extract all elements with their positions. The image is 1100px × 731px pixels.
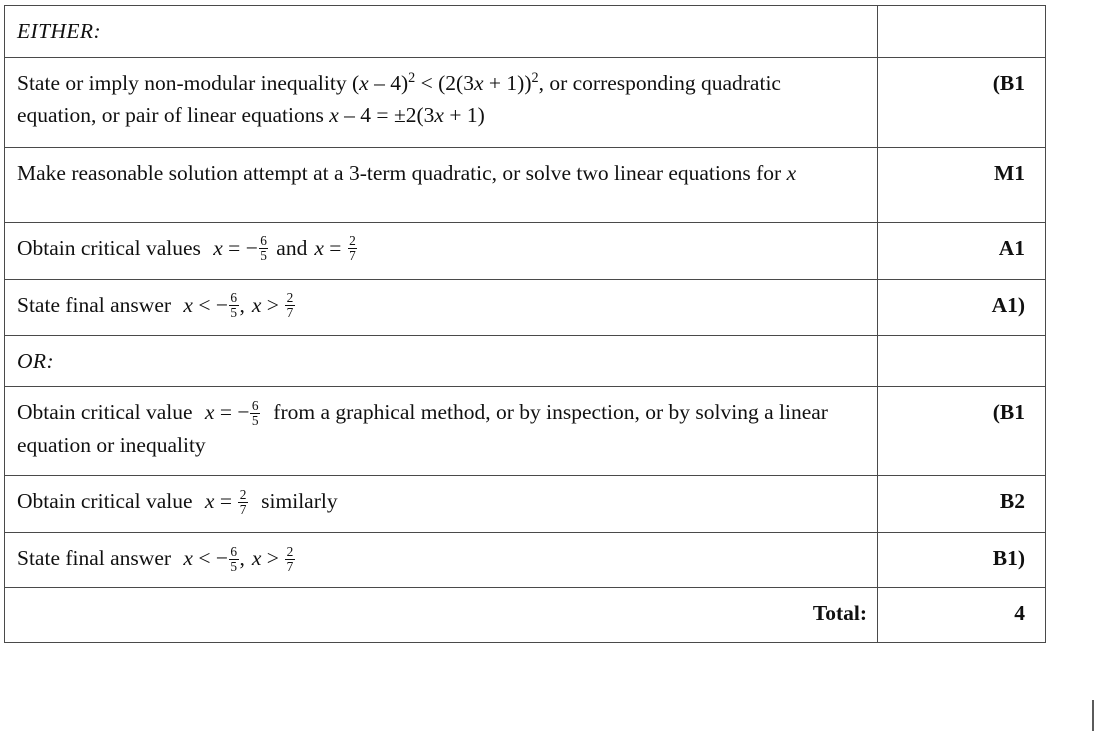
final-answer-or-text xyxy=(5,533,877,584)
math-critical-value-negative: x = − $\frac{6}{5}$ xyxy=(204,397,259,428)
fraction-two-sevenths: $\frac{2}{7}$ xyxy=(349,233,356,264)
total-label-cell xyxy=(5,588,878,643)
math-final-answer-less-than: x < − $\frac{6}{5}$ xyxy=(183,543,238,574)
row-critical-values-mark-cell xyxy=(878,222,1046,279)
table-row xyxy=(5,147,1046,222)
mark-scheme-table xyxy=(4,5,1046,643)
text-segment: State or imply non-modular inequality xyxy=(17,70,352,95)
row-critical-similarly-mark-cell xyxy=(878,476,1046,533)
math-final-answer-greater-than: x > $\frac{2}{7}$ xyxy=(251,543,294,574)
table-row xyxy=(5,476,1046,533)
row-solution-attempt-text-cell xyxy=(5,147,878,222)
row-final-answer-or-mark-cell xyxy=(878,533,1046,588)
solution-attempt-text xyxy=(5,148,877,199)
either-label: EITHER: xyxy=(17,19,102,43)
row-either-text-cell xyxy=(5,6,878,58)
text-segment: Obtain critical values xyxy=(17,235,207,260)
table-row xyxy=(5,533,1046,588)
table-row xyxy=(5,279,1046,335)
text-segment: Make reasonable solution attempt at a 3-term quadratic, or solve two linear equations for xyxy=(17,160,787,185)
or-label: OR: xyxy=(17,348,55,373)
table-row-total xyxy=(5,588,1046,643)
mark-value: (B1 xyxy=(992,400,1025,425)
mark-value: B1) xyxy=(992,546,1025,571)
text-segment: Obtain critical value xyxy=(17,489,198,514)
fraction-six-fifths: $\frac{6}{5}$ xyxy=(251,397,259,428)
final-answer-either-text xyxy=(5,280,877,331)
mark-value: B2 xyxy=(999,489,1025,514)
math-critical-value-positive: x = $\frac{2}{7}$ xyxy=(314,233,356,264)
critical-value-graphical-text xyxy=(5,387,877,470)
text-segment: Obtain critical value xyxy=(17,400,198,425)
math-final-answer-less-than: x < − $\frac{6}{5}$ xyxy=(183,290,238,321)
text-segment: State final answer xyxy=(17,546,177,571)
row-solution-attempt-mark-cell xyxy=(878,147,1046,222)
row-non-modular-text-cell xyxy=(5,57,878,147)
non-modular-inequality-text xyxy=(5,58,877,141)
row-critical-graphical-mark-cell xyxy=(878,387,1046,476)
mark-value: A1) xyxy=(991,292,1025,317)
critical-values-text xyxy=(5,223,877,274)
table-row xyxy=(5,222,1046,279)
row-final-answer-either-mark-cell xyxy=(878,279,1046,335)
fraction-two-sevenths: $\frac{2}{7}$ xyxy=(286,543,294,574)
either-heading xyxy=(5,6,877,57)
text-segment: State final answer xyxy=(17,292,177,317)
critical-value-similarly-text xyxy=(5,476,877,527)
row-or-mark-cell xyxy=(878,335,1046,387)
mark-value xyxy=(878,336,1045,354)
mark-value: (B1 xyxy=(992,70,1025,95)
row-critical-values-text-cell xyxy=(5,222,878,279)
table-row xyxy=(5,387,1046,476)
row-non-modular-mark-cell xyxy=(878,57,1046,147)
math-critical-value-positive: x = $\frac{2}{7}$ xyxy=(204,486,247,517)
math-variable-x: x xyxy=(786,160,797,185)
row-final-answer-or-text-cell xyxy=(5,533,878,588)
text-segment-and: and xyxy=(276,235,308,260)
row-final-answer-either-text-cell xyxy=(5,279,878,335)
total-marks-value: 4 xyxy=(1014,601,1025,626)
table-row xyxy=(5,335,1046,387)
fraction-two-sevenths: $\frac{2}{7}$ xyxy=(286,290,294,321)
fraction-six-fifths: $\frac{6}{5}$ xyxy=(260,233,267,264)
row-or-text-cell xyxy=(5,335,878,387)
text-segment: from a graphical method, or by inspection, or by solving a linear equation or inequality xyxy=(17,400,828,458)
math-critical-value-negative: x = − $\frac{6}{5}$ xyxy=(213,233,267,264)
math-expression-linear-pair: x – 4 = ±2(3x + 1) xyxy=(329,103,485,128)
table-row xyxy=(5,57,1046,147)
text-segment: , or corresponding quadratic equation, or pair of linear equations xyxy=(17,70,781,128)
text-segment: similarly xyxy=(255,489,338,514)
math-expression-inequality: $(x - 4)^2 < (2(3x + 1))^2$ xyxy=(351,69,539,95)
or-heading xyxy=(5,336,877,387)
fraction-two-sevenths: $\frac{2}{7}$ xyxy=(239,486,247,517)
row-critical-graphical-text-cell xyxy=(5,387,878,476)
mark-value: A1 xyxy=(998,235,1025,260)
total-label: Total: xyxy=(812,601,867,626)
mark-value xyxy=(878,6,1045,24)
fraction-six-fifths: $\frac{6}{5}$ xyxy=(230,290,238,321)
text-segment-comma: , xyxy=(239,546,245,571)
row-either-mark-cell xyxy=(878,6,1046,58)
text-segment-comma: , xyxy=(239,292,245,317)
math-final-answer-greater-than: x > $\frac{2}{7}$ xyxy=(251,290,294,321)
total-marks-cell xyxy=(878,588,1046,643)
fraction-six-fifths: $\frac{6}{5}$ xyxy=(230,543,238,574)
mark-value: M1 xyxy=(993,160,1025,185)
table-row xyxy=(5,6,1046,58)
row-critical-similarly-text-cell xyxy=(5,476,878,533)
page-edge-mark xyxy=(1092,700,1094,731)
